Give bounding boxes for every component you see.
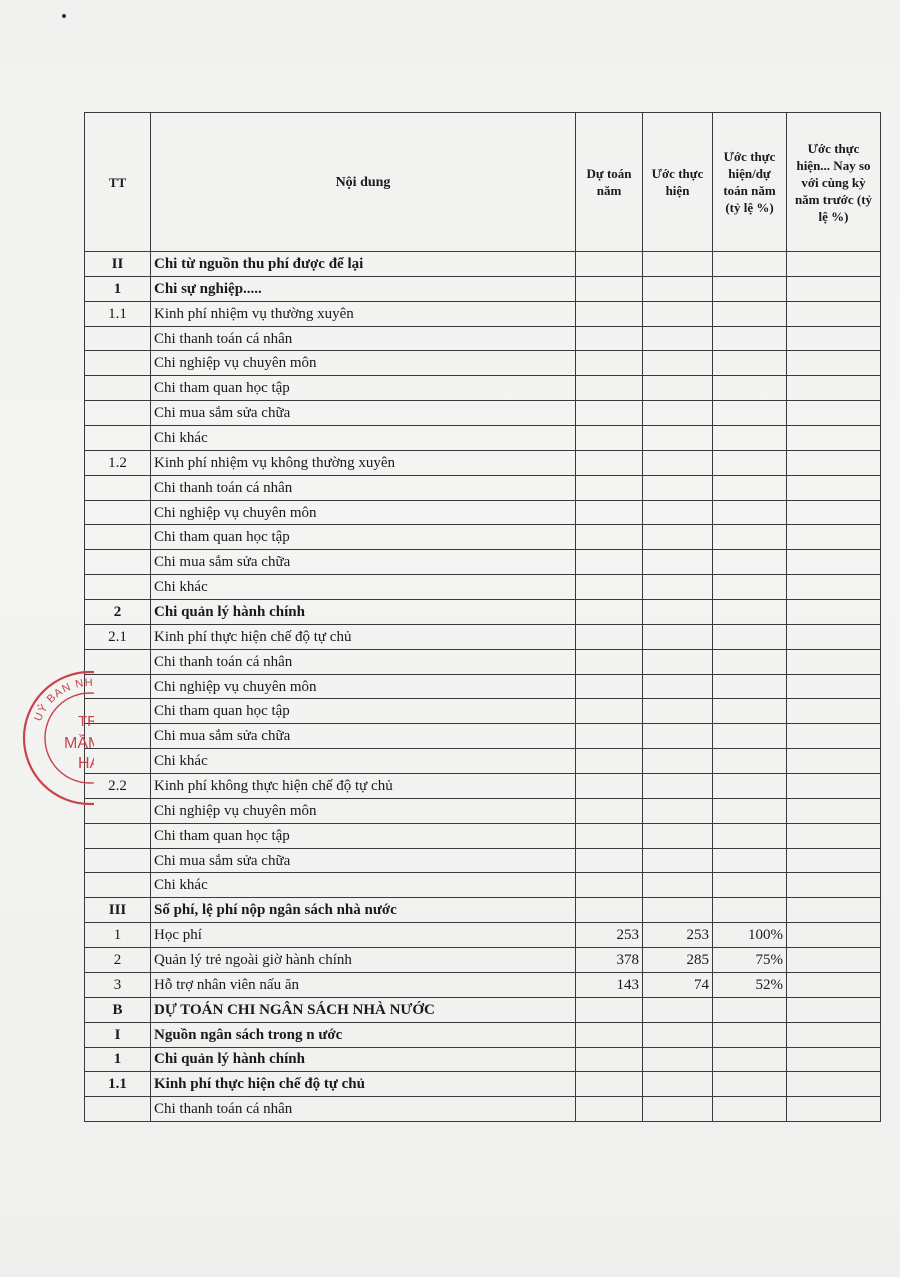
row-estimate-cell xyxy=(643,624,713,649)
row-budget-cell xyxy=(576,674,643,699)
row-yoy-cell xyxy=(787,1097,881,1122)
row-tt-cell xyxy=(85,550,151,575)
row-content-cell: Quản lý trẻ ngoài giờ hành chính xyxy=(151,948,576,973)
row-budget-cell xyxy=(576,898,643,923)
row-ratio-cell: 52% xyxy=(713,972,787,997)
row-budget-cell xyxy=(576,376,643,401)
header-ratio: Ước thực hiện/dự toán năm (tỷ lệ %) xyxy=(713,113,787,252)
row-ratio-cell xyxy=(713,823,787,848)
row-estimate-cell: 74 xyxy=(643,972,713,997)
row-budget-cell xyxy=(576,475,643,500)
table-row xyxy=(85,475,881,500)
row-yoy-cell xyxy=(787,873,881,898)
table-row xyxy=(85,276,881,301)
row-budget-cell xyxy=(576,575,643,600)
table-row xyxy=(85,252,881,277)
row-estimate-cell xyxy=(643,674,713,699)
table-row xyxy=(85,649,881,674)
row-ratio-cell xyxy=(713,525,787,550)
row-estimate-cell xyxy=(643,550,713,575)
row-budget-cell xyxy=(576,1022,643,1047)
row-estimate-cell xyxy=(643,749,713,774)
row-yoy-cell xyxy=(787,798,881,823)
row-tt-cell xyxy=(85,699,151,724)
table-row xyxy=(85,575,881,600)
svg-text:TRƯ: TRƯ xyxy=(78,713,111,730)
table-row xyxy=(85,301,881,326)
table-row xyxy=(85,823,881,848)
row-budget-cell xyxy=(576,276,643,301)
table-row xyxy=(85,873,881,898)
row-yoy-cell xyxy=(787,898,881,923)
table-row xyxy=(85,600,881,625)
row-yoy-cell xyxy=(787,326,881,351)
row-budget-cell xyxy=(576,997,643,1022)
row-ratio-cell xyxy=(713,774,787,799)
row-estimate-cell xyxy=(643,848,713,873)
row-estimate-cell xyxy=(643,426,713,451)
row-ratio-cell xyxy=(713,848,787,873)
row-estimate-cell xyxy=(643,699,713,724)
row-yoy-cell xyxy=(787,600,881,625)
row-estimate-cell xyxy=(643,774,713,799)
row-content-cell: Kinh phí thực hiện chế độ tự chủ xyxy=(151,624,576,649)
row-content-cell: Chi thanh toán cá nhân xyxy=(151,475,576,500)
table-row xyxy=(85,724,881,749)
row-ratio-cell xyxy=(713,376,787,401)
row-budget-cell xyxy=(576,525,643,550)
row-estimate-cell xyxy=(643,898,713,923)
row-ratio-cell: 75% xyxy=(713,948,787,973)
row-estimate-cell xyxy=(643,1047,713,1072)
row-ratio-cell xyxy=(713,873,787,898)
table-row xyxy=(85,525,881,550)
row-estimate-cell xyxy=(643,450,713,475)
row-content-cell: Chi mua sắm sửa chữa xyxy=(151,724,576,749)
row-yoy-cell xyxy=(787,1047,881,1072)
row-ratio-cell xyxy=(713,326,787,351)
row-estimate-cell xyxy=(643,252,713,277)
row-budget-cell: 253 xyxy=(576,923,643,948)
row-estimate-cell xyxy=(643,351,713,376)
row-budget-cell xyxy=(576,873,643,898)
row-ratio-cell xyxy=(713,1072,787,1097)
table-body xyxy=(85,252,881,1122)
row-yoy-cell xyxy=(787,823,881,848)
row-yoy-cell xyxy=(787,276,881,301)
row-budget-cell xyxy=(576,624,643,649)
row-estimate-cell xyxy=(643,798,713,823)
row-content-cell: Chi sự nghiệp..... xyxy=(151,276,576,301)
row-yoy-cell xyxy=(787,426,881,451)
row-tt-cell xyxy=(85,848,151,873)
row-budget-cell xyxy=(576,649,643,674)
row-content-cell: Chi tham quan học tập xyxy=(151,699,576,724)
row-yoy-cell xyxy=(787,575,881,600)
table-row xyxy=(85,426,881,451)
table-row xyxy=(85,798,881,823)
svg-text:HẠ: HẠ xyxy=(78,755,101,772)
row-budget-cell xyxy=(576,774,643,799)
row-budget-cell xyxy=(576,1072,643,1097)
row-tt-cell: 2 xyxy=(85,948,151,973)
row-ratio-cell xyxy=(713,898,787,923)
row-content-cell: Nguồn ngân sách trong n ước xyxy=(151,1022,576,1047)
header-yoy: Ước thực hiện... Nay so với cùng kỳ năm trước (tỷ lệ %) xyxy=(787,113,881,252)
row-tt-cell xyxy=(85,649,151,674)
row-tt-cell xyxy=(85,1097,151,1122)
row-tt-cell: 1.1 xyxy=(85,1072,151,1097)
table-header-row xyxy=(85,113,881,252)
row-ratio-cell xyxy=(713,749,787,774)
table-row xyxy=(85,624,881,649)
row-tt-cell: 1.2 xyxy=(85,450,151,475)
table-row xyxy=(85,351,881,376)
row-tt-cell xyxy=(85,426,151,451)
row-estimate-cell xyxy=(643,1097,713,1122)
table-row xyxy=(85,923,881,948)
row-content-cell: Chi tham quan học tập xyxy=(151,376,576,401)
row-tt-cell: 1 xyxy=(85,1047,151,1072)
row-tt-cell xyxy=(85,724,151,749)
row-yoy-cell xyxy=(787,500,881,525)
row-budget-cell xyxy=(576,351,643,376)
row-content-cell: Chi thanh toán cá nhân xyxy=(151,649,576,674)
row-ratio-cell xyxy=(713,575,787,600)
row-ratio-cell xyxy=(713,550,787,575)
table-row xyxy=(85,326,881,351)
row-estimate-cell xyxy=(643,873,713,898)
row-estimate-cell xyxy=(643,1072,713,1097)
row-estimate-cell xyxy=(643,401,713,426)
table-row xyxy=(85,1072,881,1097)
header-budget: Dự toán năm xyxy=(576,113,643,252)
row-ratio-cell xyxy=(713,724,787,749)
row-yoy-cell xyxy=(787,649,881,674)
row-yoy-cell xyxy=(787,997,881,1022)
row-tt-cell xyxy=(85,575,151,600)
row-budget-cell xyxy=(576,1097,643,1122)
row-tt-cell xyxy=(85,749,151,774)
row-budget-cell xyxy=(576,550,643,575)
row-tt-cell xyxy=(85,500,151,525)
row-tt-cell: I xyxy=(85,1022,151,1047)
row-content-cell: Kinh phí không thực hiện chế độ tự chủ xyxy=(151,774,576,799)
row-content-cell: Chi khác xyxy=(151,426,576,451)
row-tt-cell: II xyxy=(85,252,151,277)
table-row xyxy=(85,1022,881,1047)
row-ratio-cell xyxy=(713,426,787,451)
row-content-cell: Chi tham quan học tập xyxy=(151,823,576,848)
row-ratio-cell: 100% xyxy=(713,923,787,948)
row-yoy-cell xyxy=(787,376,881,401)
paper-speck xyxy=(62,14,66,18)
row-content-cell: Chi thanh toán cá nhân xyxy=(151,326,576,351)
row-ratio-cell xyxy=(713,674,787,699)
row-yoy-cell xyxy=(787,301,881,326)
row-estimate-cell xyxy=(643,326,713,351)
row-tt-cell xyxy=(85,351,151,376)
row-budget-cell xyxy=(576,252,643,277)
table-row xyxy=(85,401,881,426)
row-yoy-cell xyxy=(787,724,881,749)
row-content-cell: Chi mua sắm sửa chữa xyxy=(151,848,576,873)
table-row xyxy=(85,749,881,774)
row-tt-cell: 1 xyxy=(85,923,151,948)
header-estimate: Ước thực hiện xyxy=(643,113,713,252)
row-estimate-cell xyxy=(643,649,713,674)
table-row xyxy=(85,1047,881,1072)
row-estimate-cell xyxy=(643,500,713,525)
row-ratio-cell xyxy=(713,500,787,525)
row-yoy-cell xyxy=(787,848,881,873)
row-content-cell: Số phí, lệ phí nộp ngân sách nhà nước xyxy=(151,898,576,923)
row-tt-cell xyxy=(85,525,151,550)
row-yoy-cell xyxy=(787,749,881,774)
row-estimate-cell: 253 xyxy=(643,923,713,948)
row-estimate-cell xyxy=(643,997,713,1022)
row-yoy-cell xyxy=(787,699,881,724)
row-tt-cell: 2.2 xyxy=(85,774,151,799)
row-estimate-cell xyxy=(643,525,713,550)
row-budget-cell xyxy=(576,724,643,749)
row-budget-cell xyxy=(576,450,643,475)
row-budget-cell xyxy=(576,798,643,823)
table-row xyxy=(85,500,881,525)
row-tt-cell xyxy=(85,674,151,699)
row-ratio-cell xyxy=(713,252,787,277)
row-tt-cell xyxy=(85,823,151,848)
row-yoy-cell xyxy=(787,1072,881,1097)
row-tt-cell: 2.1 xyxy=(85,624,151,649)
row-tt-cell xyxy=(85,326,151,351)
row-yoy-cell xyxy=(787,252,881,277)
row-tt-cell: 1.1 xyxy=(85,301,151,326)
row-estimate-cell xyxy=(643,823,713,848)
row-budget-cell xyxy=(576,749,643,774)
budget-table xyxy=(84,112,881,1122)
row-content-cell: Kinh phí nhiệm vụ thường xuyên xyxy=(151,301,576,326)
table-row xyxy=(85,972,881,997)
row-ratio-cell xyxy=(713,475,787,500)
row-content-cell: Chi nghiệp vụ chuyên môn xyxy=(151,798,576,823)
row-content-cell: Chi từ nguồn thu phí được để lại xyxy=(151,252,576,277)
svg-text:MẦM: MẦM xyxy=(64,735,102,752)
svg-text:UỶ BAN NHÂN DÂN QUẬN: UỶ BAN NHÂN DÂN QUẬN xyxy=(32,676,152,749)
row-content-cell: DỰ TOÁN CHI NGÂN SÁCH NHÀ NƯỚC xyxy=(151,997,576,1022)
row-content-cell: Chi quản lý hành chính xyxy=(151,1047,576,1072)
row-budget-cell xyxy=(576,500,643,525)
header-tt: TT xyxy=(85,113,151,252)
row-tt-cell: 3 xyxy=(85,972,151,997)
table-row xyxy=(85,997,881,1022)
row-tt-cell xyxy=(85,376,151,401)
row-tt-cell: 1 xyxy=(85,276,151,301)
row-yoy-cell xyxy=(787,401,881,426)
row-content-cell: Chi khác xyxy=(151,749,576,774)
row-ratio-cell xyxy=(713,649,787,674)
row-tt-cell xyxy=(85,475,151,500)
row-content-cell: Chi nghiệp vụ chuyên môn xyxy=(151,674,576,699)
row-budget-cell xyxy=(576,699,643,724)
row-ratio-cell xyxy=(713,600,787,625)
row-yoy-cell xyxy=(787,525,881,550)
row-budget-cell: 378 xyxy=(576,948,643,973)
row-content-cell: Chi quản lý hành chính xyxy=(151,600,576,625)
row-yoy-cell xyxy=(787,624,881,649)
row-ratio-cell xyxy=(713,997,787,1022)
row-yoy-cell xyxy=(787,948,881,973)
row-content-cell: Hỗ trợ nhân viên nấu ăn xyxy=(151,972,576,997)
table-row xyxy=(85,376,881,401)
row-ratio-cell xyxy=(713,351,787,376)
row-yoy-cell xyxy=(787,674,881,699)
row-yoy-cell xyxy=(787,1022,881,1047)
row-ratio-cell xyxy=(713,1047,787,1072)
row-tt-cell: B xyxy=(85,997,151,1022)
table-row xyxy=(85,674,881,699)
table-row xyxy=(85,699,881,724)
row-content-cell: Chi mua sắm sửa chữa xyxy=(151,401,576,426)
row-ratio-cell xyxy=(713,276,787,301)
row-content-cell: Chi thanh toán cá nhân xyxy=(151,1097,576,1122)
table-row xyxy=(85,774,881,799)
row-estimate-cell xyxy=(643,276,713,301)
row-budget-cell xyxy=(576,848,643,873)
row-yoy-cell xyxy=(787,774,881,799)
row-ratio-cell xyxy=(713,624,787,649)
row-yoy-cell xyxy=(787,351,881,376)
row-budget-cell xyxy=(576,426,643,451)
row-estimate-cell xyxy=(643,600,713,625)
row-content-cell: Kinh phí nhiệm vụ không thường xuyên xyxy=(151,450,576,475)
table-row xyxy=(85,1097,881,1122)
row-estimate-cell xyxy=(643,1022,713,1047)
row-budget-cell xyxy=(576,1047,643,1072)
row-estimate-cell xyxy=(643,301,713,326)
row-content-cell: Học phí xyxy=(151,923,576,948)
row-yoy-cell xyxy=(787,475,881,500)
row-budget-cell xyxy=(576,301,643,326)
row-content-cell: Chi mua sắm sửa chữa xyxy=(151,550,576,575)
row-content-cell: Chi khác xyxy=(151,873,576,898)
row-ratio-cell xyxy=(713,1097,787,1122)
row-budget-cell: 143 xyxy=(576,972,643,997)
row-tt-cell xyxy=(85,401,151,426)
row-estimate-cell: 285 xyxy=(643,948,713,973)
row-ratio-cell xyxy=(713,301,787,326)
row-ratio-cell xyxy=(713,798,787,823)
row-budget-cell xyxy=(576,401,643,426)
row-content-cell: Chi nghiệp vụ chuyên môn xyxy=(151,500,576,525)
row-ratio-cell xyxy=(713,699,787,724)
table-row xyxy=(85,450,881,475)
row-tt-cell xyxy=(85,873,151,898)
row-tt-cell: III xyxy=(85,898,151,923)
row-content-cell: Chi khác xyxy=(151,575,576,600)
row-ratio-cell xyxy=(713,1022,787,1047)
table-row xyxy=(85,898,881,923)
row-yoy-cell xyxy=(787,923,881,948)
row-estimate-cell xyxy=(643,575,713,600)
row-tt-cell xyxy=(85,798,151,823)
table-row xyxy=(85,948,881,973)
row-estimate-cell xyxy=(643,475,713,500)
row-yoy-cell xyxy=(787,972,881,997)
row-ratio-cell xyxy=(713,450,787,475)
row-estimate-cell xyxy=(643,724,713,749)
row-budget-cell xyxy=(576,600,643,625)
row-estimate-cell xyxy=(643,376,713,401)
table-row xyxy=(85,550,881,575)
row-ratio-cell xyxy=(713,401,787,426)
row-content-cell: Kinh phí thực hiện chế độ tự chủ xyxy=(151,1072,576,1097)
row-budget-cell xyxy=(576,326,643,351)
table-row xyxy=(85,848,881,873)
row-yoy-cell xyxy=(787,550,881,575)
header-content: Nội dung xyxy=(151,113,576,252)
row-content-cell: Chi tham quan học tập xyxy=(151,525,576,550)
row-tt-cell: 2 xyxy=(85,600,151,625)
row-budget-cell xyxy=(576,823,643,848)
row-content-cell: Chi nghiệp vụ chuyên môn xyxy=(151,351,576,376)
row-yoy-cell xyxy=(787,450,881,475)
